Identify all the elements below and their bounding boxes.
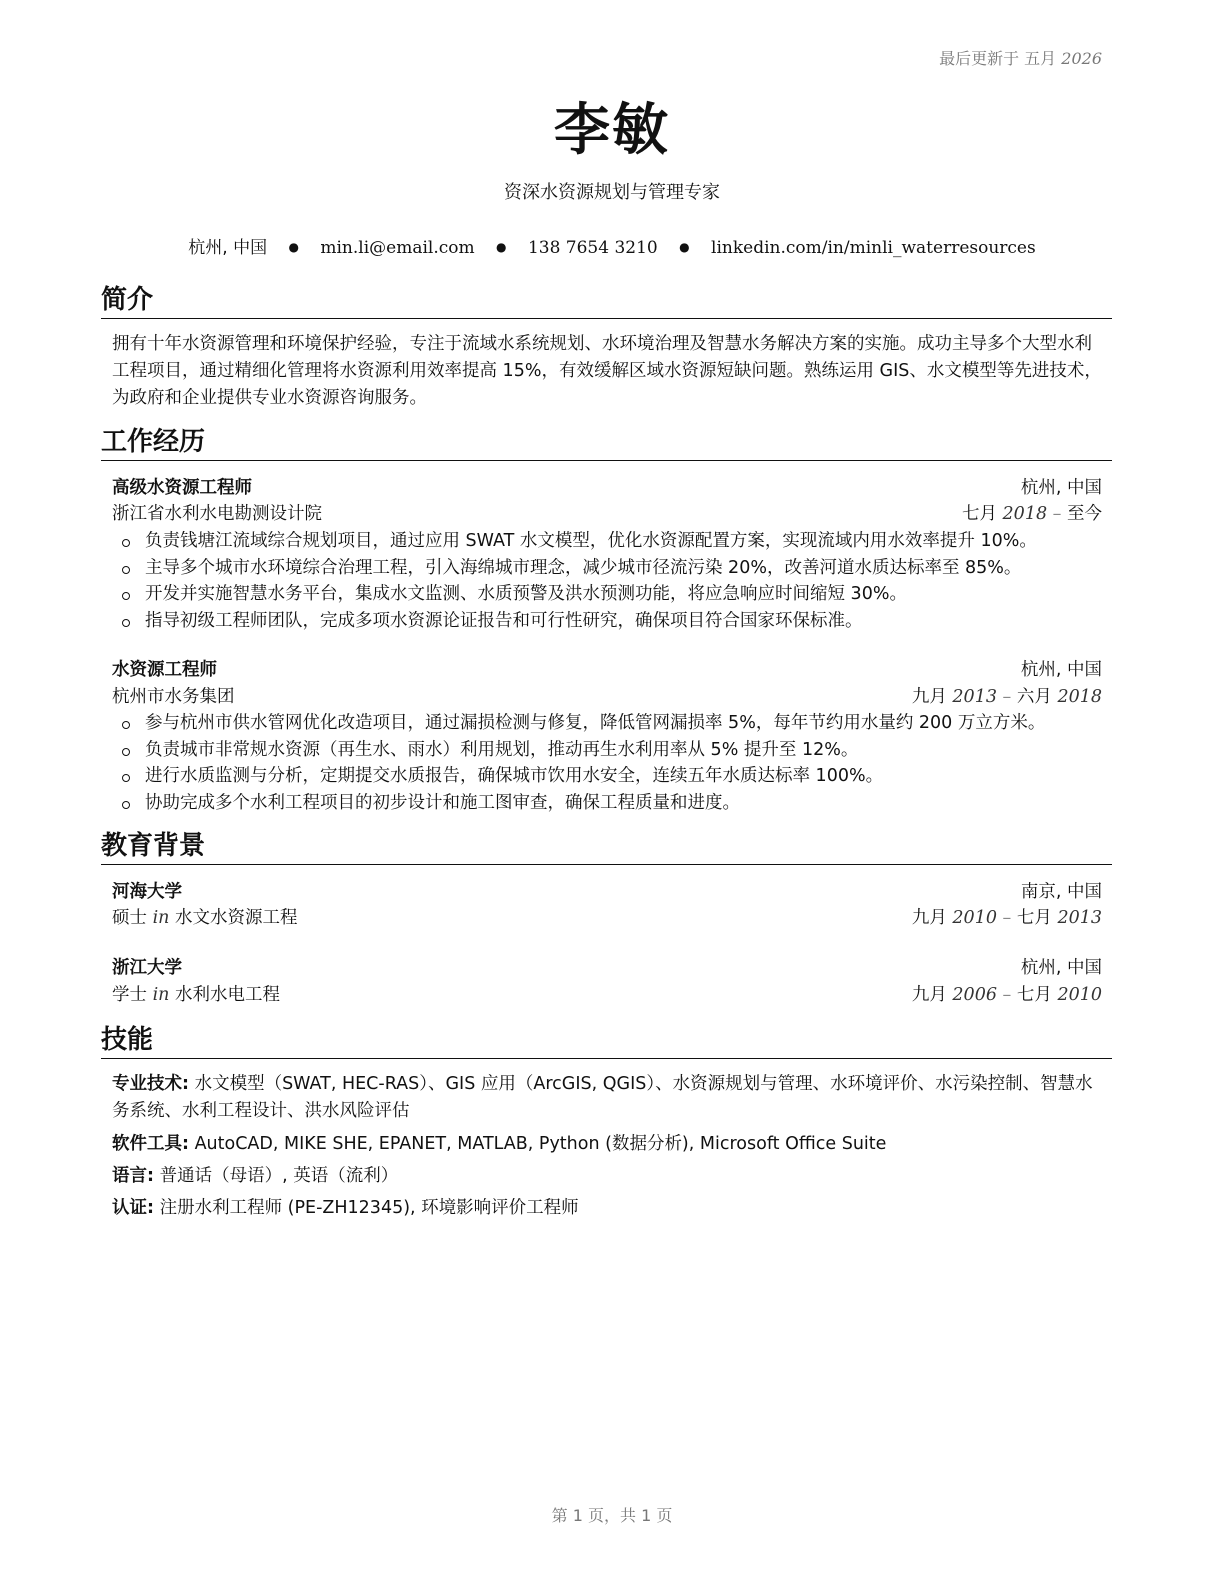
skill-row [112, 1131, 1104, 1158]
skill-label: 专业技术: [112, 1074, 189, 1094]
school-dates: 九月 2006 – 七月 2010 [911, 985, 1102, 1005]
job-company: 杭州市水务集团 [112, 687, 235, 707]
school-dates: 九月 2010 – 七月 2013 [911, 908, 1102, 928]
degree-major: 水文水资源工程 [175, 908, 298, 928]
skill-label: 软件工具: [112, 1134, 189, 1154]
degree-level: 学士 [112, 985, 147, 1005]
skill-value: 注册水利工程师 (PE-ZH12345), 环境影响评价工程师 [159, 1198, 579, 1218]
job-role: 高级水资源工程师 [112, 478, 252, 498]
date-month: 七月 [1016, 908, 1052, 928]
skill-label: 语言: [112, 1166, 154, 1186]
date-month: 六月 [1016, 687, 1052, 707]
job-dates: 七月 2018 – 至今 [961, 504, 1102, 524]
date-month: 七月 [1016, 985, 1052, 1005]
date-month: 九月 [911, 908, 947, 928]
degree-level: 硕士 [112, 908, 147, 928]
school-name: 河海大学 [112, 882, 182, 902]
date-end: 至今 [1067, 504, 1102, 524]
date-year: 2013 [1057, 908, 1102, 928]
list-item: 开发并实施智慧水务平台，集成水文监测、水质预警及洪水预测功能，将应急响应时间缩短 30%。 [112, 581, 1112, 608]
date-month: 九月 [911, 985, 947, 1005]
section-title-skills: 技能 [101, 1024, 1112, 1059]
school-header [112, 879, 1102, 905]
date-year: 2013 [952, 687, 997, 707]
skill-value: 普通话（母语）, 英语（流利） [159, 1166, 399, 1186]
date-year: 2018 [1002, 504, 1048, 524]
job-header [112, 475, 1102, 501]
job-company: 浙江省水利水电勘测设计院 [112, 504, 322, 524]
contact-location: 杭州, 中国 [188, 238, 268, 258]
section-title-summary: 简介 [101, 284, 1112, 319]
last-updated [939, 46, 1102, 69]
skill-row [112, 1195, 1104, 1222]
school-subheader [112, 982, 1102, 1008]
list-item: 负责城市非常规水资源（再生水、雨水）利用规划，推动再生水利用率从 5% 提升至 12%。 [112, 737, 1112, 764]
contact-line [0, 233, 1224, 258]
list-item: 指导初级工程师团队，完成多项水资源论证报告和可行性研究，确保项目符合国家环保标准。 [112, 608, 1112, 635]
contact-email[interactable]: min.li@email.com [320, 238, 475, 258]
last-updated-year: 2026 [1061, 49, 1102, 68]
contact-phone[interactable]: 138 7654 3210 [527, 238, 658, 258]
contact-linkedin[interactable]: linkedin.com/in/minli_waterresources [711, 238, 1036, 258]
date-year: 2010 [952, 908, 997, 928]
person-name: 李敏 [554, 98, 670, 163]
school-degree [112, 982, 280, 1008]
skill-row [112, 1163, 1104, 1190]
section-title-experience: 工作经历 [101, 426, 1112, 461]
date-month: 七月 [961, 504, 997, 524]
section-title-education: 教育背景 [101, 830, 1112, 865]
job-header [112, 657, 1102, 683]
job-role: 水资源工程师 [112, 660, 217, 680]
list-item: 负责钱塘江流域综合规划项目，通过应用 SWAT 水文模型，优化水资源配置方案，实现流域内用水效率提升 10%。 [112, 528, 1112, 555]
job-location: 杭州, 中国 [1020, 478, 1102, 498]
degree-in: in [152, 985, 170, 1005]
bullet-separator-icon: ● [679, 240, 690, 254]
skill-label: 认证: [112, 1198, 154, 1218]
date-year: 2018 [1057, 687, 1102, 707]
bullet-separator-icon: ● [288, 240, 299, 254]
job-subheader [112, 684, 1102, 710]
degree-in: in [152, 908, 170, 928]
last-updated-month: 五月 [1024, 49, 1057, 68]
degree-major: 水利水电工程 [175, 985, 281, 1005]
skill-value: AutoCAD, MIKE SHE, EPANET, MATLAB, Python (数据分析), Microsoft Office Suite [194, 1134, 887, 1154]
job-dates: 九月 2013 – 六月 2018 [911, 687, 1102, 707]
school-header [112, 955, 1102, 981]
list-item: 进行水质监测与分析，定期提交水质报告，确保城市饮用水安全，连续五年水质达标率 100%。 [112, 763, 1112, 790]
page-number: 第 1 页，共 1 页 [551, 1506, 673, 1525]
skill-row [112, 1071, 1104, 1125]
bullet-separator-icon: ● [496, 240, 507, 254]
date-year: 2006 [952, 985, 997, 1005]
school-location: 杭州, 中国 [1020, 958, 1102, 978]
skill-value: 水文模型（SWAT, HEC-RAS）、GIS 应用（ArcGIS, QGIS）、水资源规划与管理、水环境评价、水污染控制、智慧水务系统、水利工程设计、洪水风险评估 [112, 1074, 1093, 1121]
job-subheader [112, 501, 1102, 527]
list-item: 主导多个城市水环境综合治理工程，引入海绵城市理念，减少城市径流污染 20%，改善河道水质达标率至 85%。 [112, 555, 1112, 582]
list-item: 参与杭州市供水管网优化改造项目，通过漏损检测与修复，降低管网漏损率 5%，每年节约用水量约 200 万立方米。 [112, 710, 1112, 737]
date-month: 九月 [911, 687, 947, 707]
list-item: 协助完成多个水利工程项目的初步设计和施工图审查，确保工程质量和进度。 [112, 790, 1112, 817]
school-location: 南京, 中国 [1020, 882, 1102, 902]
school-degree [112, 905, 298, 931]
date-year: 2010 [1057, 985, 1102, 1005]
job-location: 杭州, 中国 [1020, 660, 1102, 680]
person-title: 资深水资源规划与管理专家 [504, 182, 720, 203]
school-name: 浙江大学 [112, 958, 182, 978]
job-bullets [112, 528, 1112, 634]
school-subheader [112, 905, 1102, 931]
job-bullets [112, 710, 1112, 816]
summary-text: 拥有十年水资源管理和环境保护经验，专注于流域水系统规划、水环境治理及智慧水务解决方案的实施。成功主导多个大型水利工程项目，通过精细化管理将水资源利用效率提高 15%，有效缓解区域水资源短缺问题。熟练运用 GIS、水文模型等先进技术，为政府和企业提供专业水资源咨询服务。 [112, 334, 1102, 408]
last-updated-prefix: 最后更新于 [939, 49, 1020, 68]
